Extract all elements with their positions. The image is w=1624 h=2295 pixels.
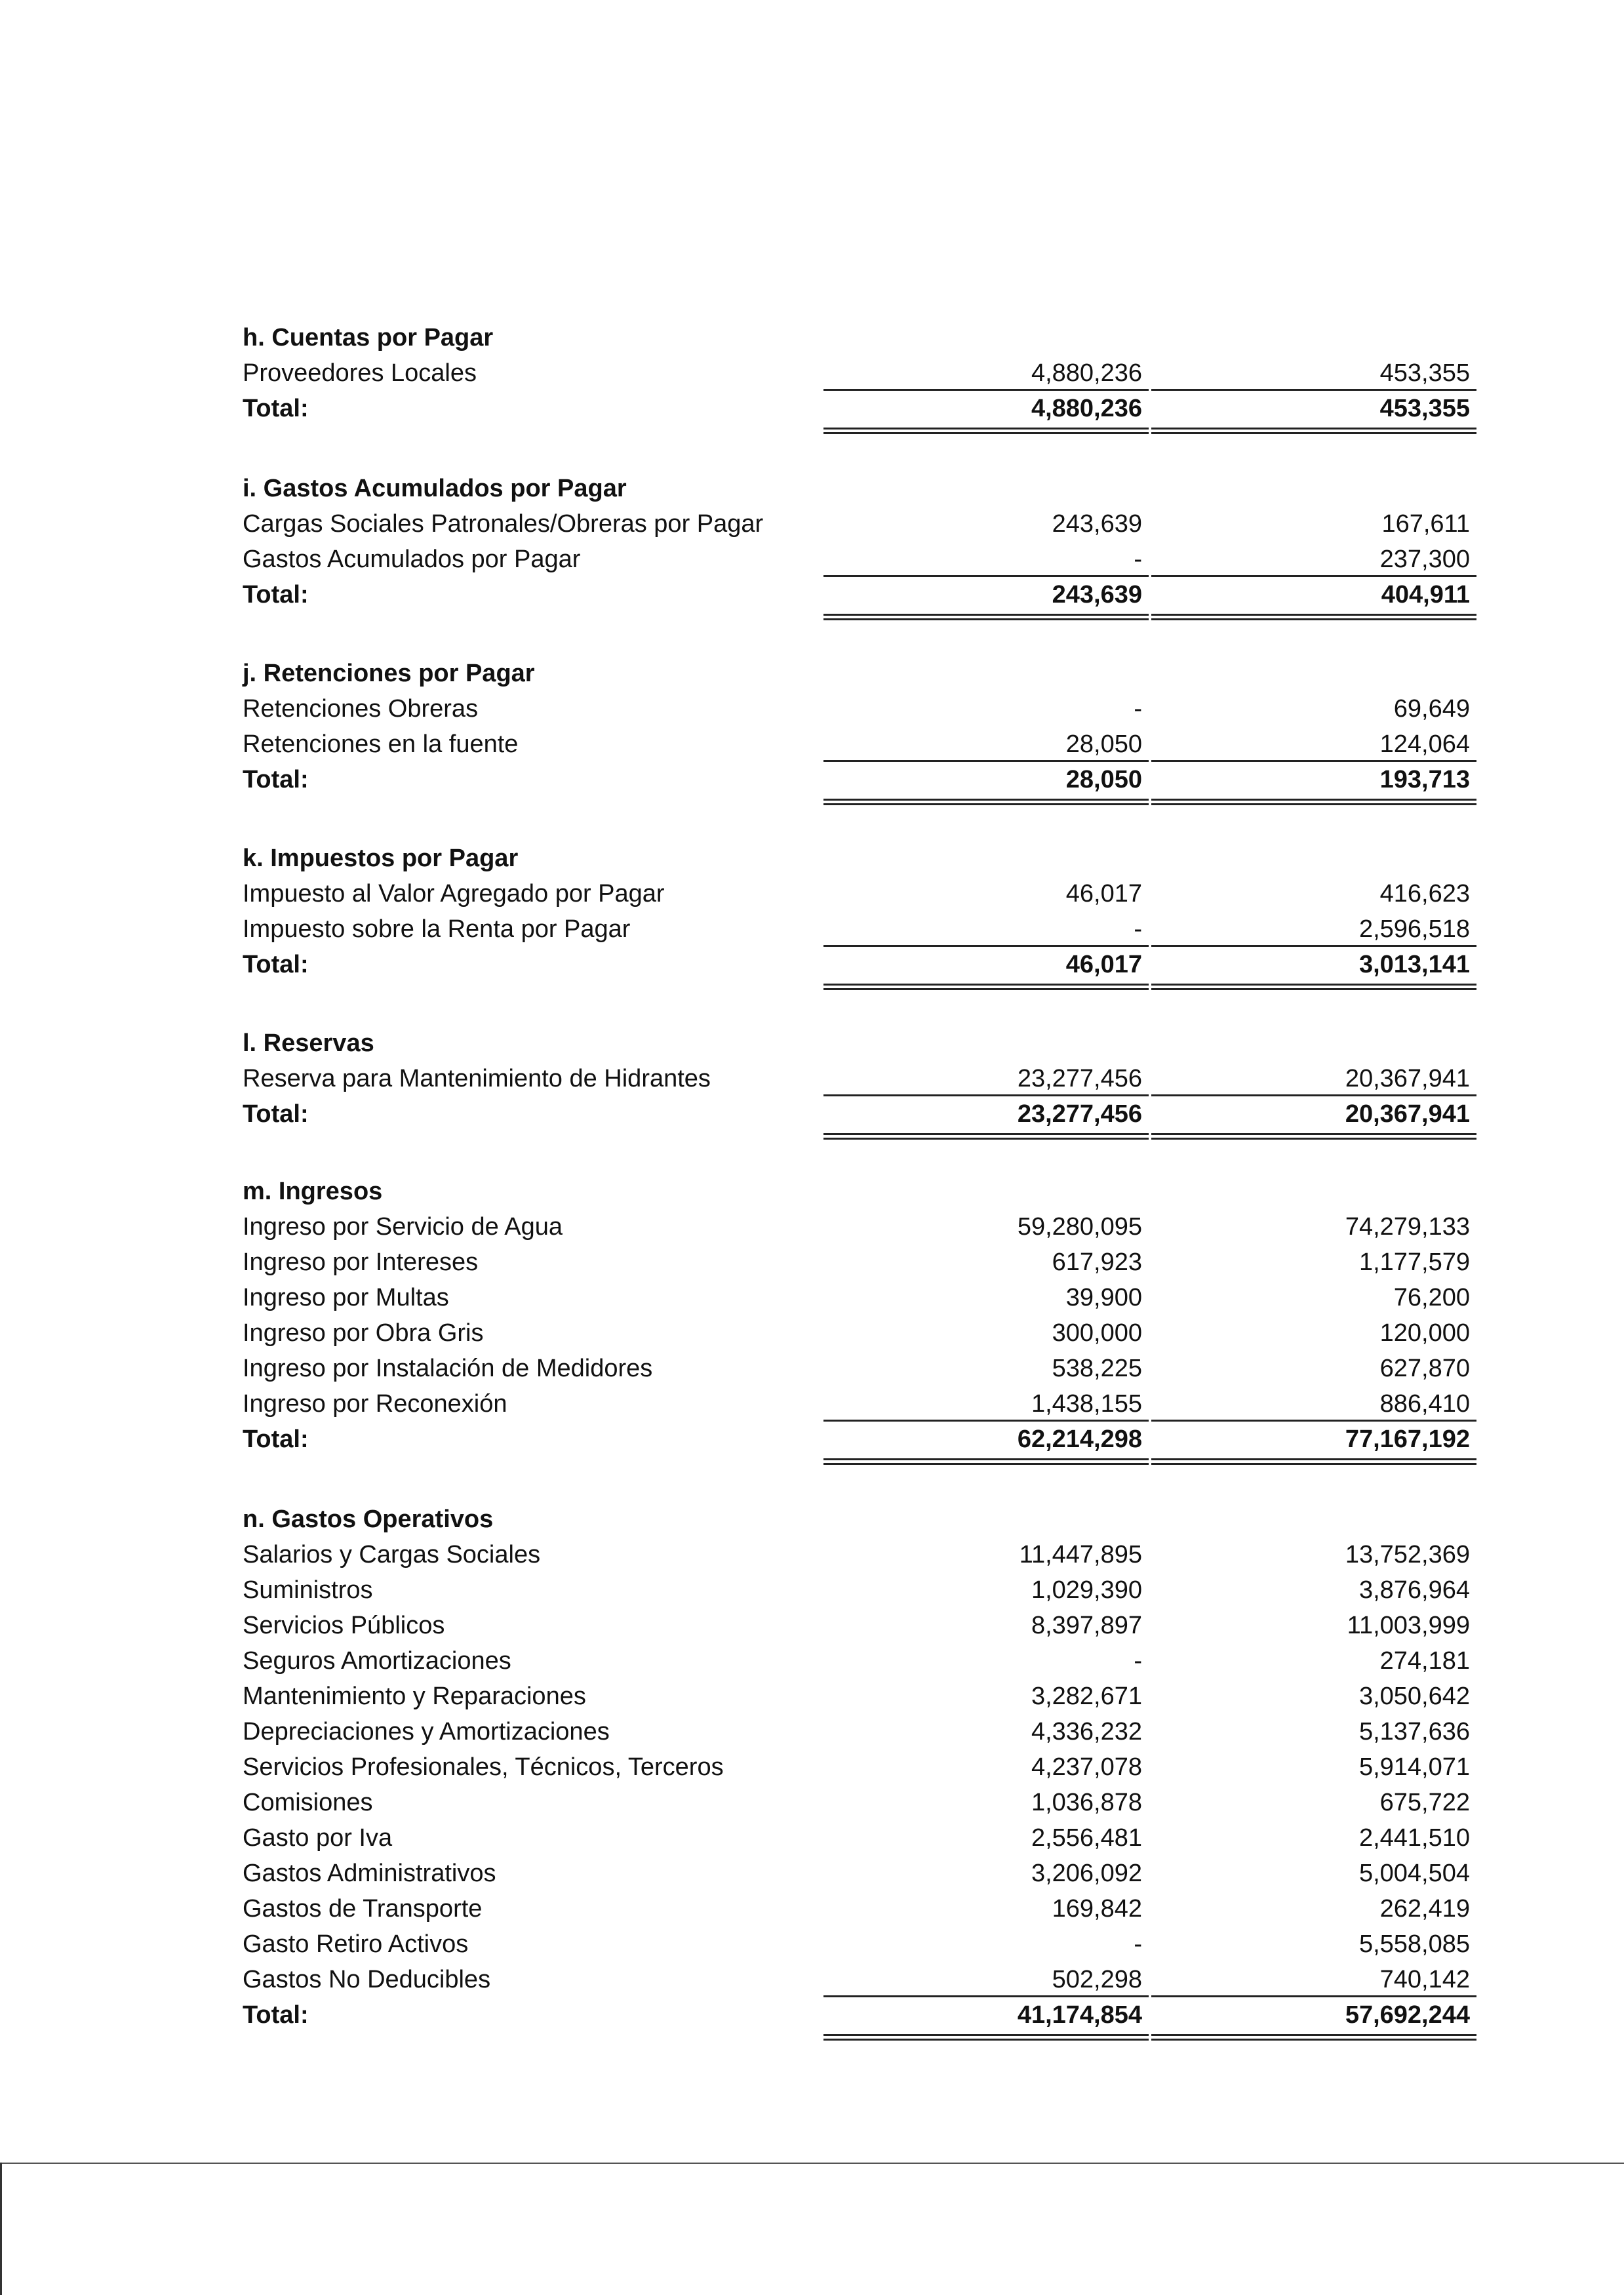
total-double-rule <box>1151 1458 1476 1465</box>
subtotal-rule <box>823 945 1149 947</box>
line-item-value-current: 28,050 <box>1065 730 1142 758</box>
line-item <box>243 1061 1482 1096</box>
line-item-value-prior: 262,419 <box>1379 1895 1470 1923</box>
line-item-label: Ingreso por Multas <box>243 1284 449 1311</box>
total-double-rule <box>1151 799 1476 805</box>
line-item-label: Gastos de Transporte <box>243 1895 483 1923</box>
section-heading-label: m. Ingresos <box>243 1178 383 1205</box>
line-item <box>243 1856 1482 1891</box>
section-total <box>243 1997 1482 2033</box>
line-item-label: Servicios Públicos <box>243 1612 445 1639</box>
line-item-value-current: 169,842 <box>1052 1895 1142 1923</box>
subtotal-rule <box>823 1094 1149 1096</box>
line-item <box>243 1714 1482 1749</box>
line-item-value-current: 3,206,092 <box>1031 1860 1142 1887</box>
section-total-value-current: 46,017 <box>1065 951 1142 978</box>
line-item <box>243 1962 1482 1997</box>
subtotal-rule <box>823 575 1149 577</box>
line-item-value-current: 4,237,078 <box>1031 1753 1142 1781</box>
total-double-rule <box>1151 2034 1476 2041</box>
section-total-label: Total: <box>243 2001 309 2029</box>
line-item-value-current: 46,017 <box>1065 880 1142 908</box>
total-double-rule <box>1151 428 1476 434</box>
line-item-label: Gastos Acumulados por Pagar <box>243 546 581 573</box>
total-double-rule <box>1151 614 1476 620</box>
section-total-value-current: 4,880,236 <box>1031 395 1142 422</box>
page-corner-rule <box>0 2163 2 2295</box>
total-double-rule <box>823 428 1149 434</box>
line-item-value-current: 3,282,671 <box>1031 1683 1142 1710</box>
section-gastos-acumulados-por-pagar <box>243 471 1482 612</box>
line-item <box>243 1280 1482 1315</box>
line-item-value-current: 1,029,390 <box>1031 1576 1142 1604</box>
line-item-label: Ingreso por Intereses <box>243 1248 479 1276</box>
subtotal-rule <box>1151 1995 1476 1997</box>
section-total <box>243 577 1482 612</box>
line-item <box>243 1386 1482 1422</box>
section-impuestos-por-pagar <box>243 841 1482 982</box>
line-item-value-prior: 3,050,642 <box>1358 1683 1470 1710</box>
line-item-value-current: 8,397,897 <box>1031 1612 1142 1639</box>
section-heading <box>243 656 1482 691</box>
section-heading-label: n. Gastos Operativos <box>243 1506 494 1533</box>
section-total-value-prior: 20,367,941 <box>1345 1100 1470 1128</box>
line-item-value-prior: 5,137,636 <box>1358 1718 1470 1746</box>
line-item-value-prior: 627,870 <box>1379 1355 1470 1382</box>
total-double-rule <box>823 2034 1149 2041</box>
subtotal-rule <box>1151 389 1476 391</box>
line-item-label: Impuesto al Valor Agregado por Pagar <box>243 880 665 908</box>
line-item-value-prior: 5,558,085 <box>1358 1930 1470 1958</box>
line-item-value-current: 11,447,895 <box>1019 1541 1142 1568</box>
line-item <box>243 911 1482 947</box>
section-total-label: Total: <box>243 766 309 793</box>
section-total-label: Total: <box>243 1426 309 1453</box>
total-double-rule <box>823 1133 1149 1140</box>
section-heading-label: i. Gastos Acumulados por Pagar <box>243 475 627 502</box>
subtotal-rule <box>1151 760 1476 762</box>
line-item-value-current: 59,280,095 <box>1017 1213 1142 1241</box>
subtotal-rule <box>823 760 1149 762</box>
line-item-label: Gastos Administrativos <box>243 1860 496 1887</box>
section-gastos-operativos <box>243 1502 1482 2033</box>
line-item-label: Ingreso por Instalación de Medidores <box>243 1355 653 1382</box>
line-item-value-current: 300,000 <box>1052 1319 1142 1347</box>
line-item-label: Gastos No Deducibles <box>243 1966 491 1993</box>
section-total-value-current: 62,214,298 <box>1017 1426 1142 1453</box>
line-item-value-current: 1,036,878 <box>1031 1789 1142 1816</box>
line-item <box>243 1572 1482 1608</box>
line-item <box>243 1209 1482 1245</box>
section-heading <box>243 1026 1482 1061</box>
line-item-label: Reserva para Mantenimiento de Hidrantes <box>243 1065 711 1092</box>
line-item-value-prior: 1,177,579 <box>1358 1248 1470 1276</box>
section-total-value-prior: 57,692,244 <box>1345 2001 1470 2029</box>
line-item-value-current: 502,298 <box>1052 1966 1142 1993</box>
line-item-value-current: - <box>1134 1647 1142 1675</box>
line-item-label: Servicios Profesionales, Técnicos, Terceros <box>243 1753 724 1781</box>
line-item-value-prior: 74,279,133 <box>1345 1213 1470 1241</box>
section-total <box>243 1096 1482 1132</box>
line-item <box>243 1820 1482 1856</box>
total-double-rule <box>1151 1133 1476 1140</box>
section-total <box>243 762 1482 797</box>
line-item <box>243 542 1482 577</box>
line-item-value-current: 2,556,481 <box>1031 1824 1142 1852</box>
line-item <box>243 355 1482 391</box>
line-item <box>243 1926 1482 1962</box>
line-item-value-current: 617,923 <box>1052 1248 1142 1276</box>
line-item-label: Seguros Amortizaciones <box>243 1647 511 1675</box>
subtotal-rule <box>823 1420 1149 1422</box>
section-total-value-prior: 77,167,192 <box>1345 1426 1470 1453</box>
line-item <box>243 876 1482 911</box>
section-total-label: Total: <box>243 581 309 609</box>
line-item-label: Ingreso por Servicio de Agua <box>243 1213 563 1241</box>
line-item <box>243 1245 1482 1280</box>
line-item <box>243 1608 1482 1643</box>
section-total-value-prior: 404,911 <box>1381 581 1470 609</box>
line-item-value-current: 4,336,232 <box>1031 1718 1142 1746</box>
section-heading <box>243 320 1482 355</box>
subtotal-rule <box>1151 945 1476 947</box>
line-item-value-prior: 5,004,504 <box>1358 1860 1470 1887</box>
line-item-value-prior: 11,003,999 <box>1347 1612 1470 1639</box>
line-item <box>243 506 1482 542</box>
line-item-value-current: 39,900 <box>1065 1284 1142 1311</box>
subtotal-rule <box>1151 1420 1476 1422</box>
line-item-value-prior: 124,064 <box>1379 730 1470 758</box>
section-total-value-prior: 193,713 <box>1379 766 1470 793</box>
line-item-value-prior: 740,142 <box>1379 1966 1470 1993</box>
section-heading <box>243 1502 1482 1537</box>
total-double-rule <box>823 614 1149 620</box>
section-total-value-prior: 453,355 <box>1379 395 1470 422</box>
total-double-rule <box>1151 984 1476 990</box>
subtotal-rule <box>823 389 1149 391</box>
line-item-value-prior: 3,876,964 <box>1358 1576 1470 1604</box>
line-item-value-prior: 886,410 <box>1379 1390 1470 1418</box>
line-item <box>243 1785 1482 1820</box>
line-item-label: Mantenimiento y Reparaciones <box>243 1683 586 1710</box>
section-heading <box>243 1174 1482 1209</box>
section-total <box>243 391 1482 426</box>
line-item-value-current: 1,438,155 <box>1031 1390 1142 1418</box>
line-item-label: Cargas Sociales Patronales/Obreras por Pagar <box>243 510 764 538</box>
section-total-value-prior: 3,013,141 <box>1358 951 1470 978</box>
section-total-value-current: 28,050 <box>1065 766 1142 793</box>
line-item-value-prior: 453,355 <box>1379 359 1470 387</box>
line-item-label: Salarios y Cargas Sociales <box>243 1541 541 1568</box>
section-heading-label: l. Reservas <box>243 1029 374 1057</box>
line-item-label: Depreciaciones y Amortizaciones <box>243 1718 610 1746</box>
section-total-label: Total: <box>243 951 309 978</box>
line-item-label: Impuesto sobre la Renta por Pagar <box>243 915 631 943</box>
page-bottom-rule <box>0 2163 1624 2164</box>
section-reservas <box>243 1026 1482 1132</box>
section-total <box>243 1422 1482 1457</box>
line-item-label: Ingreso por Reconexión <box>243 1390 507 1418</box>
line-item-value-current: - <box>1134 695 1142 723</box>
line-item-value-current: 538,225 <box>1052 1355 1142 1382</box>
line-item-value-current: - <box>1134 1930 1142 1958</box>
line-item <box>243 1315 1482 1351</box>
subtotal-rule <box>823 1995 1149 1997</box>
line-item-label: Proveedores Locales <box>243 359 477 387</box>
line-item-label: Retenciones Obreras <box>243 695 479 723</box>
line-item-label: Retenciones en la fuente <box>243 730 519 758</box>
total-double-rule <box>823 984 1149 990</box>
section-cuentas-por-pagar <box>243 320 1482 426</box>
line-item <box>243 1679 1482 1714</box>
subtotal-rule <box>1151 1094 1476 1096</box>
line-item-label: Comisiones <box>243 1789 373 1816</box>
line-item <box>243 1891 1482 1926</box>
line-item <box>243 1351 1482 1386</box>
section-total-value-current: 23,277,456 <box>1017 1100 1142 1128</box>
line-item-value-prior: 5,914,071 <box>1358 1753 1470 1781</box>
section-total-value-current: 41,174,854 <box>1017 2001 1142 2029</box>
section-ingresos <box>243 1174 1482 1457</box>
line-item-value-prior: 675,722 <box>1379 1789 1470 1816</box>
line-item-value-prior: 120,000 <box>1379 1319 1470 1347</box>
section-total-value-current: 243,639 <box>1052 581 1142 609</box>
line-item-value-current: 4,880,236 <box>1031 359 1142 387</box>
subtotal-rule <box>1151 575 1476 577</box>
section-heading <box>243 841 1482 876</box>
total-double-rule <box>823 799 1149 805</box>
section-total-label: Total: <box>243 1100 309 1128</box>
line-item-value-prior: 20,367,941 <box>1345 1065 1470 1092</box>
section-heading-label: h. Cuentas por Pagar <box>243 324 494 351</box>
line-item-value-prior: 274,181 <box>1379 1647 1470 1675</box>
line-item-label: Ingreso por Obra Gris <box>243 1319 484 1347</box>
line-item-value-current: - <box>1134 915 1142 943</box>
line-item-value-prior: 167,611 <box>1381 510 1470 538</box>
line-item <box>243 691 1482 727</box>
line-item-value-current: - <box>1134 546 1142 573</box>
section-total-label: Total: <box>243 395 309 422</box>
section-total <box>243 947 1482 982</box>
line-item-value-prior: 416,623 <box>1379 880 1470 908</box>
section-heading-label: k. Impuestos por Pagar <box>243 845 519 872</box>
line-item-value-prior: 2,596,518 <box>1358 915 1470 943</box>
line-item-value-current: 23,277,456 <box>1017 1065 1142 1092</box>
line-item-value-prior: 76,200 <box>1393 1284 1470 1311</box>
line-item-value-prior: 2,441,510 <box>1358 1824 1470 1852</box>
line-item <box>243 1643 1482 1679</box>
line-item <box>243 1749 1482 1785</box>
line-item-label: Gasto Retiro Activos <box>243 1930 469 1958</box>
line-item <box>243 727 1482 762</box>
line-item-value-prior: 237,300 <box>1379 546 1470 573</box>
line-item-value-prior: 69,649 <box>1393 695 1470 723</box>
section-heading <box>243 471 1482 506</box>
line-item-value-prior: 13,752,369 <box>1345 1541 1470 1568</box>
line-item-value-current: 243,639 <box>1052 510 1142 538</box>
line-item-label: Suministros <box>243 1576 373 1604</box>
line-item <box>243 1537 1482 1572</box>
line-item-label: Gasto por Iva <box>243 1824 393 1852</box>
section-heading-label: j. Retenciones por Pagar <box>243 660 535 687</box>
total-double-rule <box>823 1458 1149 1465</box>
section-retenciones-por-pagar <box>243 656 1482 797</box>
